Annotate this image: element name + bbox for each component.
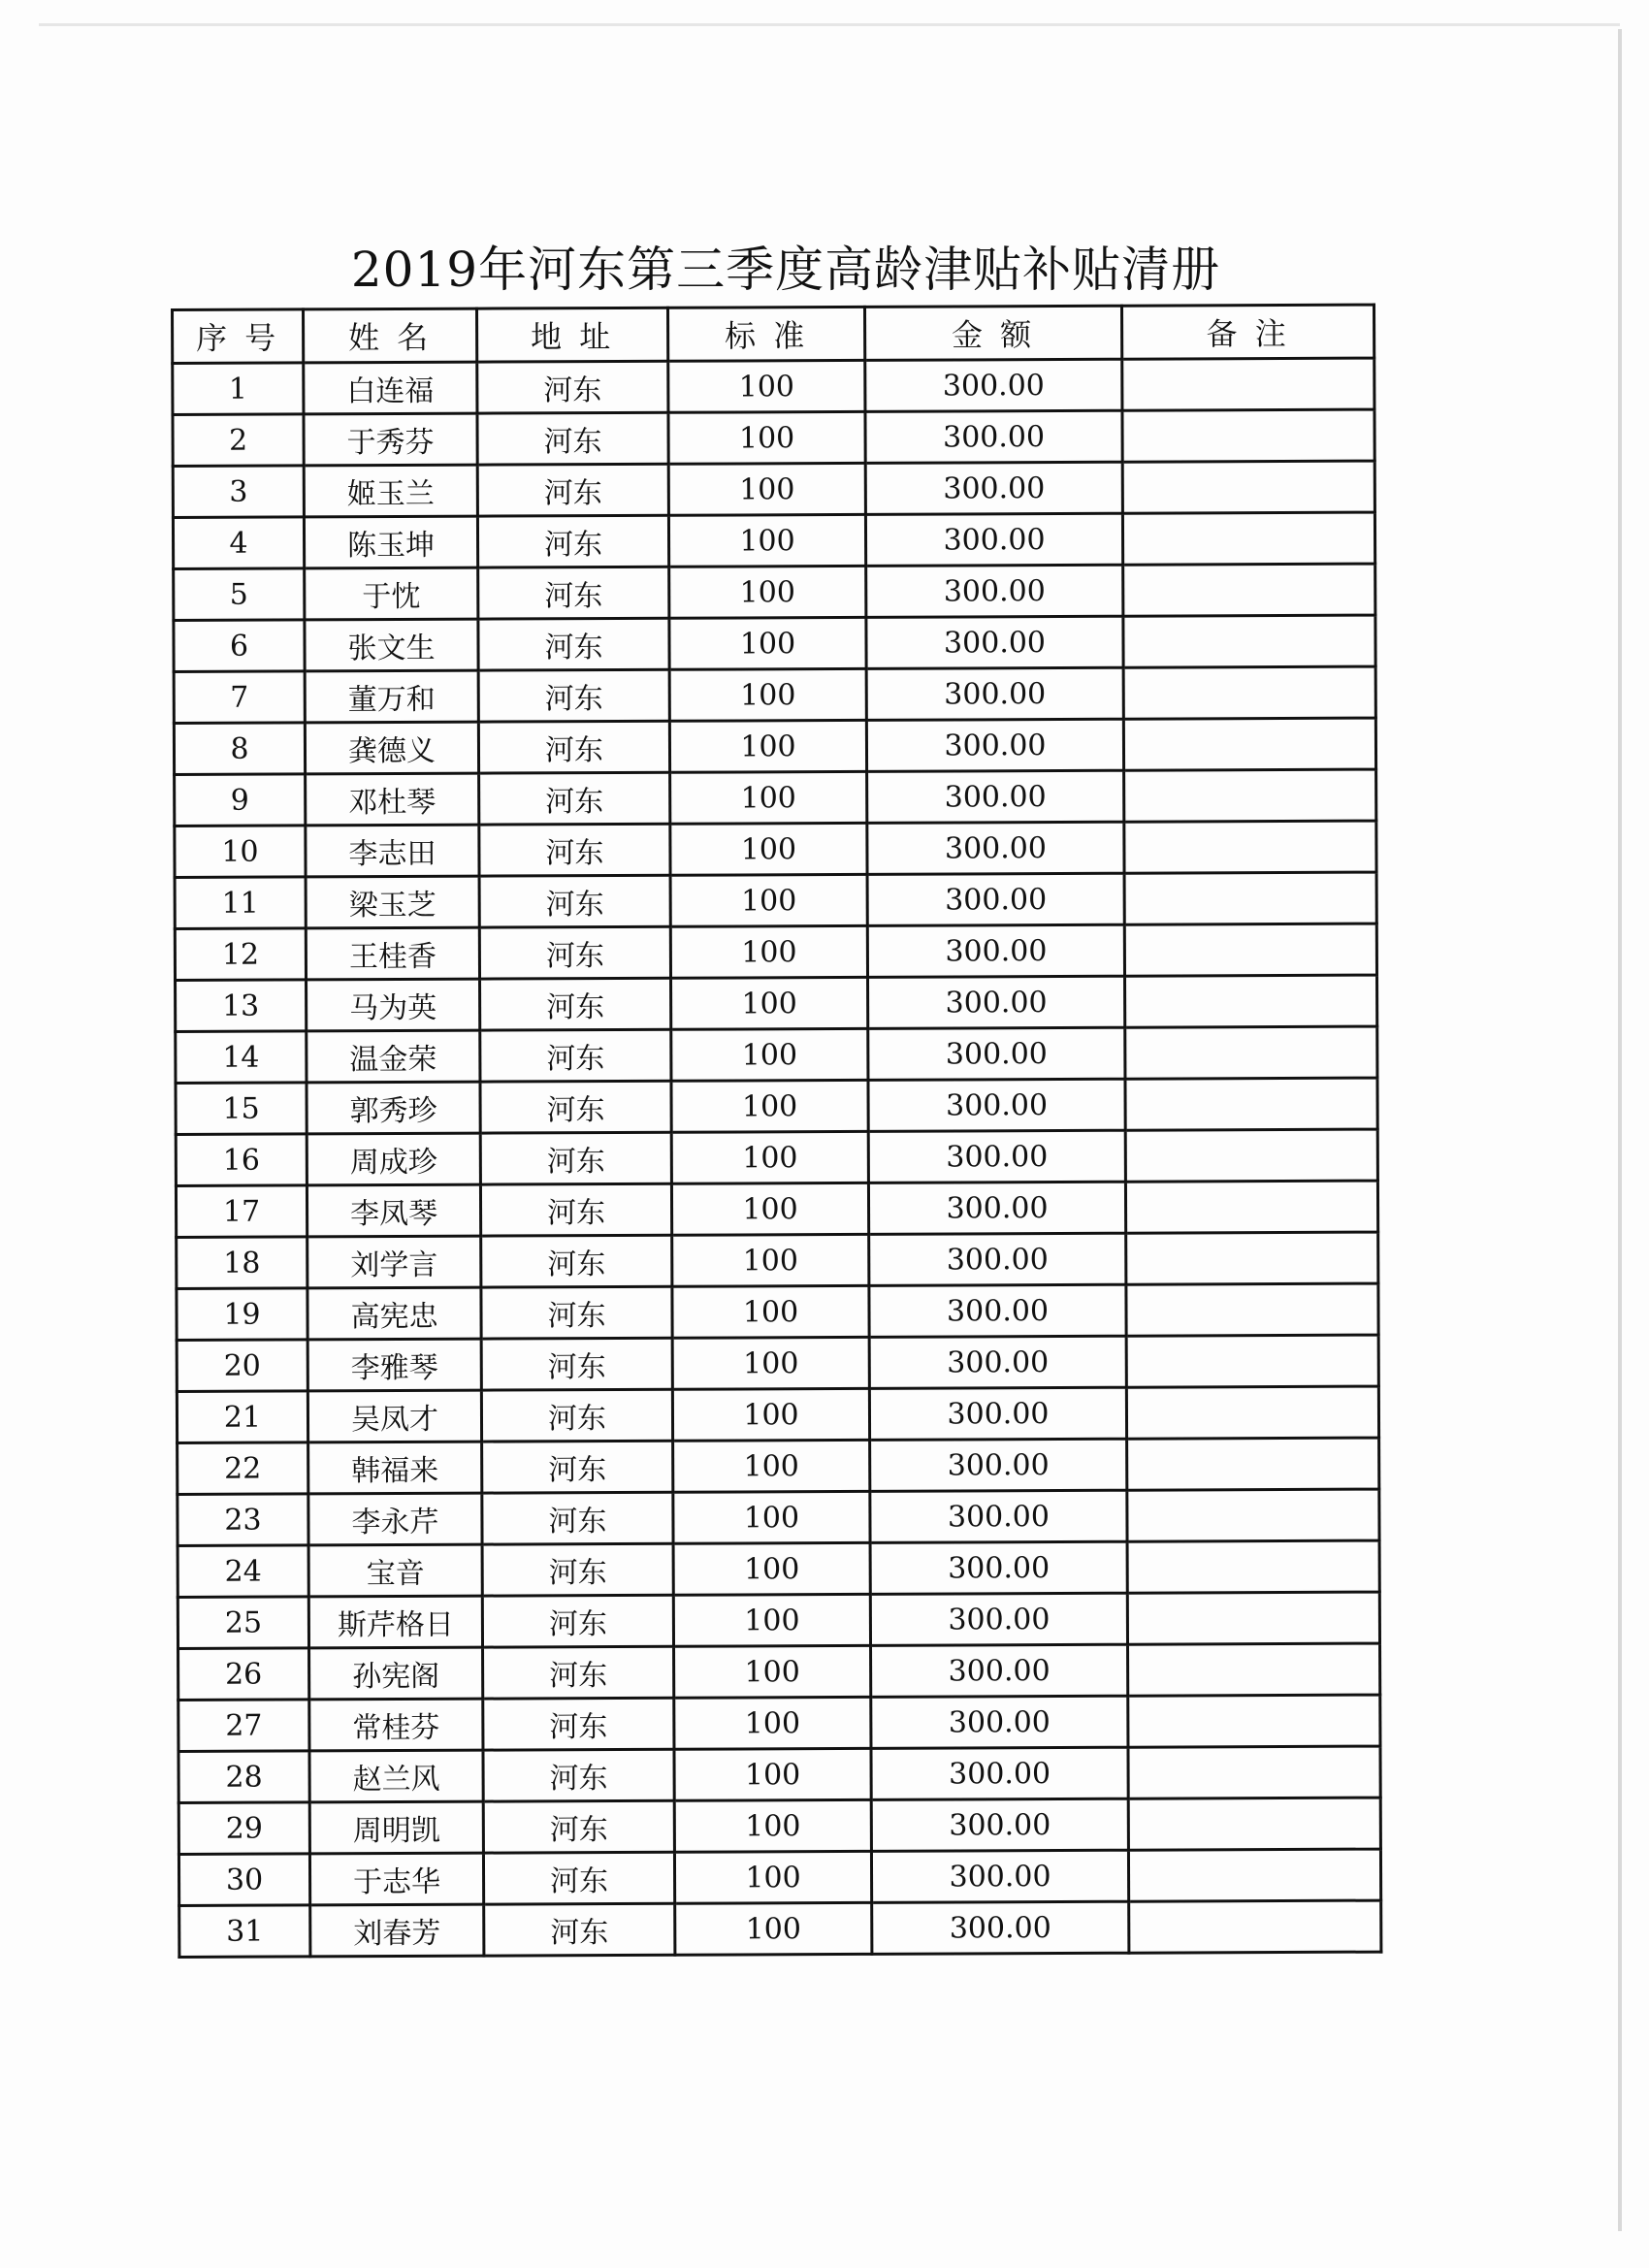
cell-standard: 100 (675, 1902, 872, 1955)
cell-address: 河东 (481, 1338, 672, 1390)
cell-note (1128, 1695, 1380, 1747)
table-row (173, 461, 1374, 517)
cell-amount: 300.00 (872, 1901, 1129, 1954)
table-row (176, 1026, 1377, 1083)
cell-note (1128, 1746, 1380, 1798)
cell-amount: 300.00 (865, 359, 1122, 411)
cell-name: 王桂香 (306, 927, 479, 980)
cell-note (1126, 1283, 1378, 1336)
cell-standard: 100 (674, 1697, 871, 1749)
cell-seq: 29 (178, 1802, 309, 1855)
cell-address: 河东 (480, 978, 671, 1030)
cell-name: 李雅琴 (307, 1339, 481, 1391)
table-row (174, 615, 1375, 671)
cell-amount: 300.00 (871, 1644, 1128, 1697)
cell-seq: 17 (176, 1185, 307, 1238)
cell-address: 河东 (483, 1800, 674, 1853)
cell-note (1128, 1643, 1380, 1696)
cell-address: 河东 (477, 464, 668, 516)
cell-standard: 100 (671, 1028, 868, 1081)
cell-amount: 300.00 (871, 1747, 1128, 1799)
cell-note (1124, 769, 1376, 822)
table-row (177, 1335, 1378, 1391)
cell-standard: 100 (672, 1337, 869, 1389)
header-seq: 序 号 (173, 309, 304, 364)
cell-standard: 100 (671, 977, 868, 1029)
cell-standard: 100 (671, 1183, 868, 1235)
cell-standard: 100 (674, 1851, 871, 1903)
cell-seq: 6 (174, 620, 305, 672)
cell-address: 河东 (481, 1389, 672, 1442)
cell-amount: 300.00 (869, 1336, 1126, 1388)
cell-standard: 100 (673, 1542, 870, 1595)
scan-edge-top (39, 23, 1620, 26)
cell-name: 郭秀珍 (307, 1082, 480, 1134)
cell-address: 河东 (483, 1698, 674, 1750)
table-row (178, 1695, 1380, 1751)
cell-name: 吴凤才 (307, 1390, 481, 1442)
cell-seq: 8 (174, 723, 305, 775)
cell-seq: 23 (178, 1494, 308, 1546)
cell-address: 河东 (477, 361, 668, 413)
cell-note (1129, 1900, 1381, 1953)
cell-note (1127, 1438, 1379, 1490)
table-row (178, 1592, 1379, 1648)
cell-seq: 2 (173, 414, 304, 467)
cell-amount: 300.00 (868, 1079, 1125, 1131)
cell-note (1125, 1078, 1377, 1130)
cell-name: 温金荣 (307, 1030, 480, 1083)
cell-name: 梁玉芝 (306, 876, 479, 928)
cell-address: 河东 (478, 721, 669, 773)
cell-note (1122, 512, 1374, 565)
cell-name: 周明凯 (309, 1801, 483, 1854)
cell-address: 河东 (479, 926, 670, 979)
cell-seq: 11 (175, 877, 306, 929)
table-row (178, 1798, 1380, 1854)
cell-note (1126, 1335, 1378, 1387)
header-standard: 标 准 (668, 307, 865, 361)
cell-seq: 3 (173, 466, 304, 518)
cell-name: 陈玉坤 (304, 516, 477, 568)
table-row (177, 1232, 1378, 1288)
document-title: 2019年河东第三季度高龄津贴补贴清册 (350, 242, 1221, 298)
cell-address: 河东 (483, 1852, 674, 1904)
table-row (178, 1438, 1379, 1494)
cell-name: 于志华 (309, 1853, 483, 1905)
cell-address: 河东 (482, 1492, 673, 1544)
cell-amount: 300.00 (869, 1387, 1126, 1440)
table-row (177, 1283, 1378, 1340)
cell-amount: 300.00 (866, 719, 1123, 771)
table-row (176, 1078, 1377, 1134)
cell-seq: 15 (176, 1083, 307, 1135)
cell-address: 河东 (478, 618, 669, 670)
cell-standard: 100 (674, 1799, 871, 1852)
cell-seq: 12 (175, 928, 306, 981)
cell-seq: 30 (178, 1854, 309, 1906)
cell-note (1126, 1386, 1378, 1439)
cell-amount: 300.00 (871, 1696, 1128, 1748)
cell-seq: 18 (177, 1237, 307, 1289)
cell-amount: 300.00 (866, 565, 1123, 617)
cell-amount: 300.00 (868, 1027, 1125, 1080)
cell-seq: 26 (178, 1648, 309, 1701)
cell-standard: 100 (672, 1285, 869, 1338)
cell-seq: 22 (178, 1442, 308, 1495)
cell-name: 刘春芳 (310, 1904, 484, 1957)
cell-standard: 100 (670, 771, 867, 824)
cell-seq: 19 (177, 1288, 307, 1341)
cell-address: 河东 (482, 1595, 673, 1647)
cell-name: 李凤琴 (307, 1184, 480, 1237)
cell-seq: 9 (175, 774, 306, 826)
cell-note (1123, 666, 1375, 719)
cell-note (1122, 409, 1374, 462)
cell-seq: 4 (173, 517, 304, 569)
cell-standard: 100 (668, 514, 865, 567)
cell-name: 邓杜琴 (306, 773, 479, 826)
cell-standard: 100 (672, 1234, 869, 1286)
cell-amount: 300.00 (867, 924, 1124, 977)
header-address: 地 址 (477, 308, 668, 362)
cell-address: 河东 (480, 1132, 671, 1184)
cell-standard: 100 (669, 566, 866, 618)
table-body (173, 358, 1381, 1957)
cell-seq: 13 (176, 980, 307, 1032)
cell-amount: 300.00 (870, 1439, 1127, 1491)
cell-note (1122, 358, 1374, 410)
cell-address: 河东 (479, 772, 670, 825)
table-row (178, 1643, 1380, 1700)
cell-name: 周成珍 (307, 1133, 480, 1185)
table-row (179, 1900, 1381, 1957)
cell-amount: 300.00 (870, 1490, 1127, 1542)
cell-amount: 300.00 (871, 1798, 1128, 1851)
cell-name: 孙宪阁 (309, 1647, 483, 1700)
cell-standard: 100 (669, 617, 866, 669)
cell-seq: 24 (178, 1545, 308, 1598)
cell-note (1125, 1129, 1377, 1182)
table-row (175, 769, 1376, 826)
cell-name: 于秀芬 (304, 413, 477, 466)
cell-note (1127, 1592, 1379, 1644)
cell-note (1123, 718, 1375, 770)
cell-note (1127, 1540, 1379, 1593)
cell-seq: 16 (176, 1134, 307, 1186)
cell-name: 宝音 (308, 1544, 482, 1597)
cell-name: 董万和 (305, 670, 478, 723)
cell-standard: 100 (672, 1388, 869, 1441)
cell-address: 河东 (479, 824, 670, 876)
cell-address: 河东 (479, 875, 670, 927)
cell-amount: 300.00 (869, 1233, 1126, 1285)
table-row (178, 1540, 1379, 1597)
cell-amount: 300.00 (870, 1541, 1127, 1594)
cell-standard: 100 (673, 1594, 870, 1646)
table-row (174, 564, 1375, 620)
cell-note (1128, 1849, 1380, 1901)
cell-name: 刘学言 (307, 1236, 481, 1288)
cell-standard: 100 (670, 823, 867, 875)
cell-seq: 25 (178, 1597, 308, 1649)
cell-standard: 100 (668, 360, 865, 412)
cell-name: 斯芹格日 (308, 1596, 482, 1648)
cell-amount: 300.00 (865, 410, 1122, 463)
table-row (178, 1746, 1380, 1802)
table-row (173, 409, 1374, 466)
cell-name: 于忱 (305, 567, 478, 620)
cell-seq: 1 (173, 363, 304, 415)
cell-standard: 100 (673, 1491, 870, 1543)
table-row (176, 975, 1377, 1031)
cell-address: 河东 (482, 1441, 673, 1493)
cell-amount: 300.00 (868, 976, 1125, 1028)
cell-standard: 100 (669, 668, 866, 721)
cell-address: 河东 (480, 1029, 671, 1082)
cell-note (1125, 1181, 1377, 1233)
cell-address: 河东 (482, 1543, 673, 1596)
cell-standard: 100 (670, 925, 867, 978)
cell-note (1124, 872, 1376, 924)
cell-name: 白连福 (304, 362, 477, 414)
cell-name: 李志田 (306, 825, 479, 877)
cell-address: 河东 (483, 1749, 674, 1801)
cell-amount: 300.00 (868, 1130, 1125, 1183)
cell-note (1125, 1026, 1377, 1079)
cell-note (1123, 615, 1375, 667)
cell-standard: 100 (674, 1645, 871, 1698)
cell-address: 河东 (481, 1235, 672, 1287)
cell-standard: 100 (670, 874, 867, 926)
cell-standard: 100 (674, 1748, 871, 1800)
cell-address: 河东 (478, 669, 669, 722)
table-row (175, 923, 1376, 980)
cell-note (1124, 923, 1376, 976)
table-row (175, 872, 1376, 928)
scan-edge-right (1618, 29, 1622, 2231)
table-row (178, 1849, 1380, 1905)
cell-name: 赵兰风 (309, 1750, 483, 1802)
table-row (174, 666, 1375, 723)
cell-name: 李永芹 (308, 1493, 482, 1545)
cell-note (1128, 1798, 1380, 1850)
cell-name: 马为英 (307, 979, 480, 1031)
cell-address: 河东 (480, 1183, 671, 1236)
table-row (176, 1129, 1377, 1185)
cell-note (1126, 1232, 1378, 1284)
cell-amount: 300.00 (869, 1284, 1126, 1337)
cell-address: 河东 (477, 515, 668, 567)
cell-note (1127, 1489, 1379, 1541)
cell-name: 高宪忠 (307, 1287, 481, 1340)
cell-seq: 20 (177, 1340, 307, 1392)
table-row (177, 1386, 1378, 1442)
table-row (173, 358, 1374, 414)
cell-seq: 27 (178, 1700, 309, 1752)
cell-seq: 5 (174, 568, 305, 621)
cell-standard: 100 (673, 1440, 870, 1492)
cell-name: 常桂芬 (309, 1699, 483, 1751)
cell-seq: 28 (178, 1751, 309, 1803)
cell-amount: 300.00 (865, 462, 1122, 514)
cell-seq: 31 (179, 1905, 310, 1958)
table-row (173, 512, 1374, 568)
cell-standard: 100 (668, 411, 865, 464)
cell-name: 龚德义 (305, 722, 478, 774)
cell-amount: 300.00 (867, 822, 1124, 874)
cell-address: 河东 (478, 567, 669, 619)
cell-standard: 100 (671, 1080, 868, 1132)
header-note: 备 注 (1121, 305, 1374, 359)
cell-amount: 300.00 (866, 616, 1123, 668)
subsidy-table (171, 304, 1382, 1959)
cell-note (1123, 564, 1375, 616)
table-header-row (173, 305, 1374, 363)
table-row (176, 1181, 1377, 1237)
cell-seq: 21 (177, 1391, 307, 1443)
cell-amount: 300.00 (865, 513, 1122, 566)
cell-amount: 300.00 (871, 1850, 1128, 1902)
cell-address: 河东 (483, 1646, 674, 1699)
header-amount: 金 额 (864, 306, 1121, 360)
cell-address: 河东 (481, 1286, 672, 1339)
table-row (174, 718, 1375, 774)
cell-note (1122, 461, 1374, 513)
cell-address: 河东 (484, 1903, 675, 1956)
cell-standard: 100 (671, 1131, 868, 1183)
cell-amount: 300.00 (867, 770, 1124, 823)
cell-name: 张文生 (305, 619, 478, 671)
header-name: 姓 名 (304, 308, 477, 363)
cell-amount: 300.00 (870, 1593, 1127, 1645)
cell-seq: 7 (174, 671, 305, 724)
cell-amount: 300.00 (867, 873, 1124, 925)
cell-seq: 10 (175, 826, 306, 878)
table-row (178, 1489, 1379, 1545)
table-row (175, 821, 1376, 877)
cell-name: 韩福来 (308, 1442, 482, 1494)
cell-name: 姬玉兰 (304, 465, 477, 517)
cell-note (1124, 821, 1376, 873)
cell-standard: 100 (669, 720, 866, 772)
cell-amount: 300.00 (868, 1182, 1125, 1234)
cell-amount: 300.00 (866, 667, 1123, 720)
cell-address: 河东 (477, 412, 668, 465)
cell-address: 河东 (480, 1081, 671, 1133)
cell-seq: 14 (176, 1031, 307, 1084)
cell-note (1125, 975, 1377, 1027)
cell-standard: 100 (668, 463, 865, 515)
